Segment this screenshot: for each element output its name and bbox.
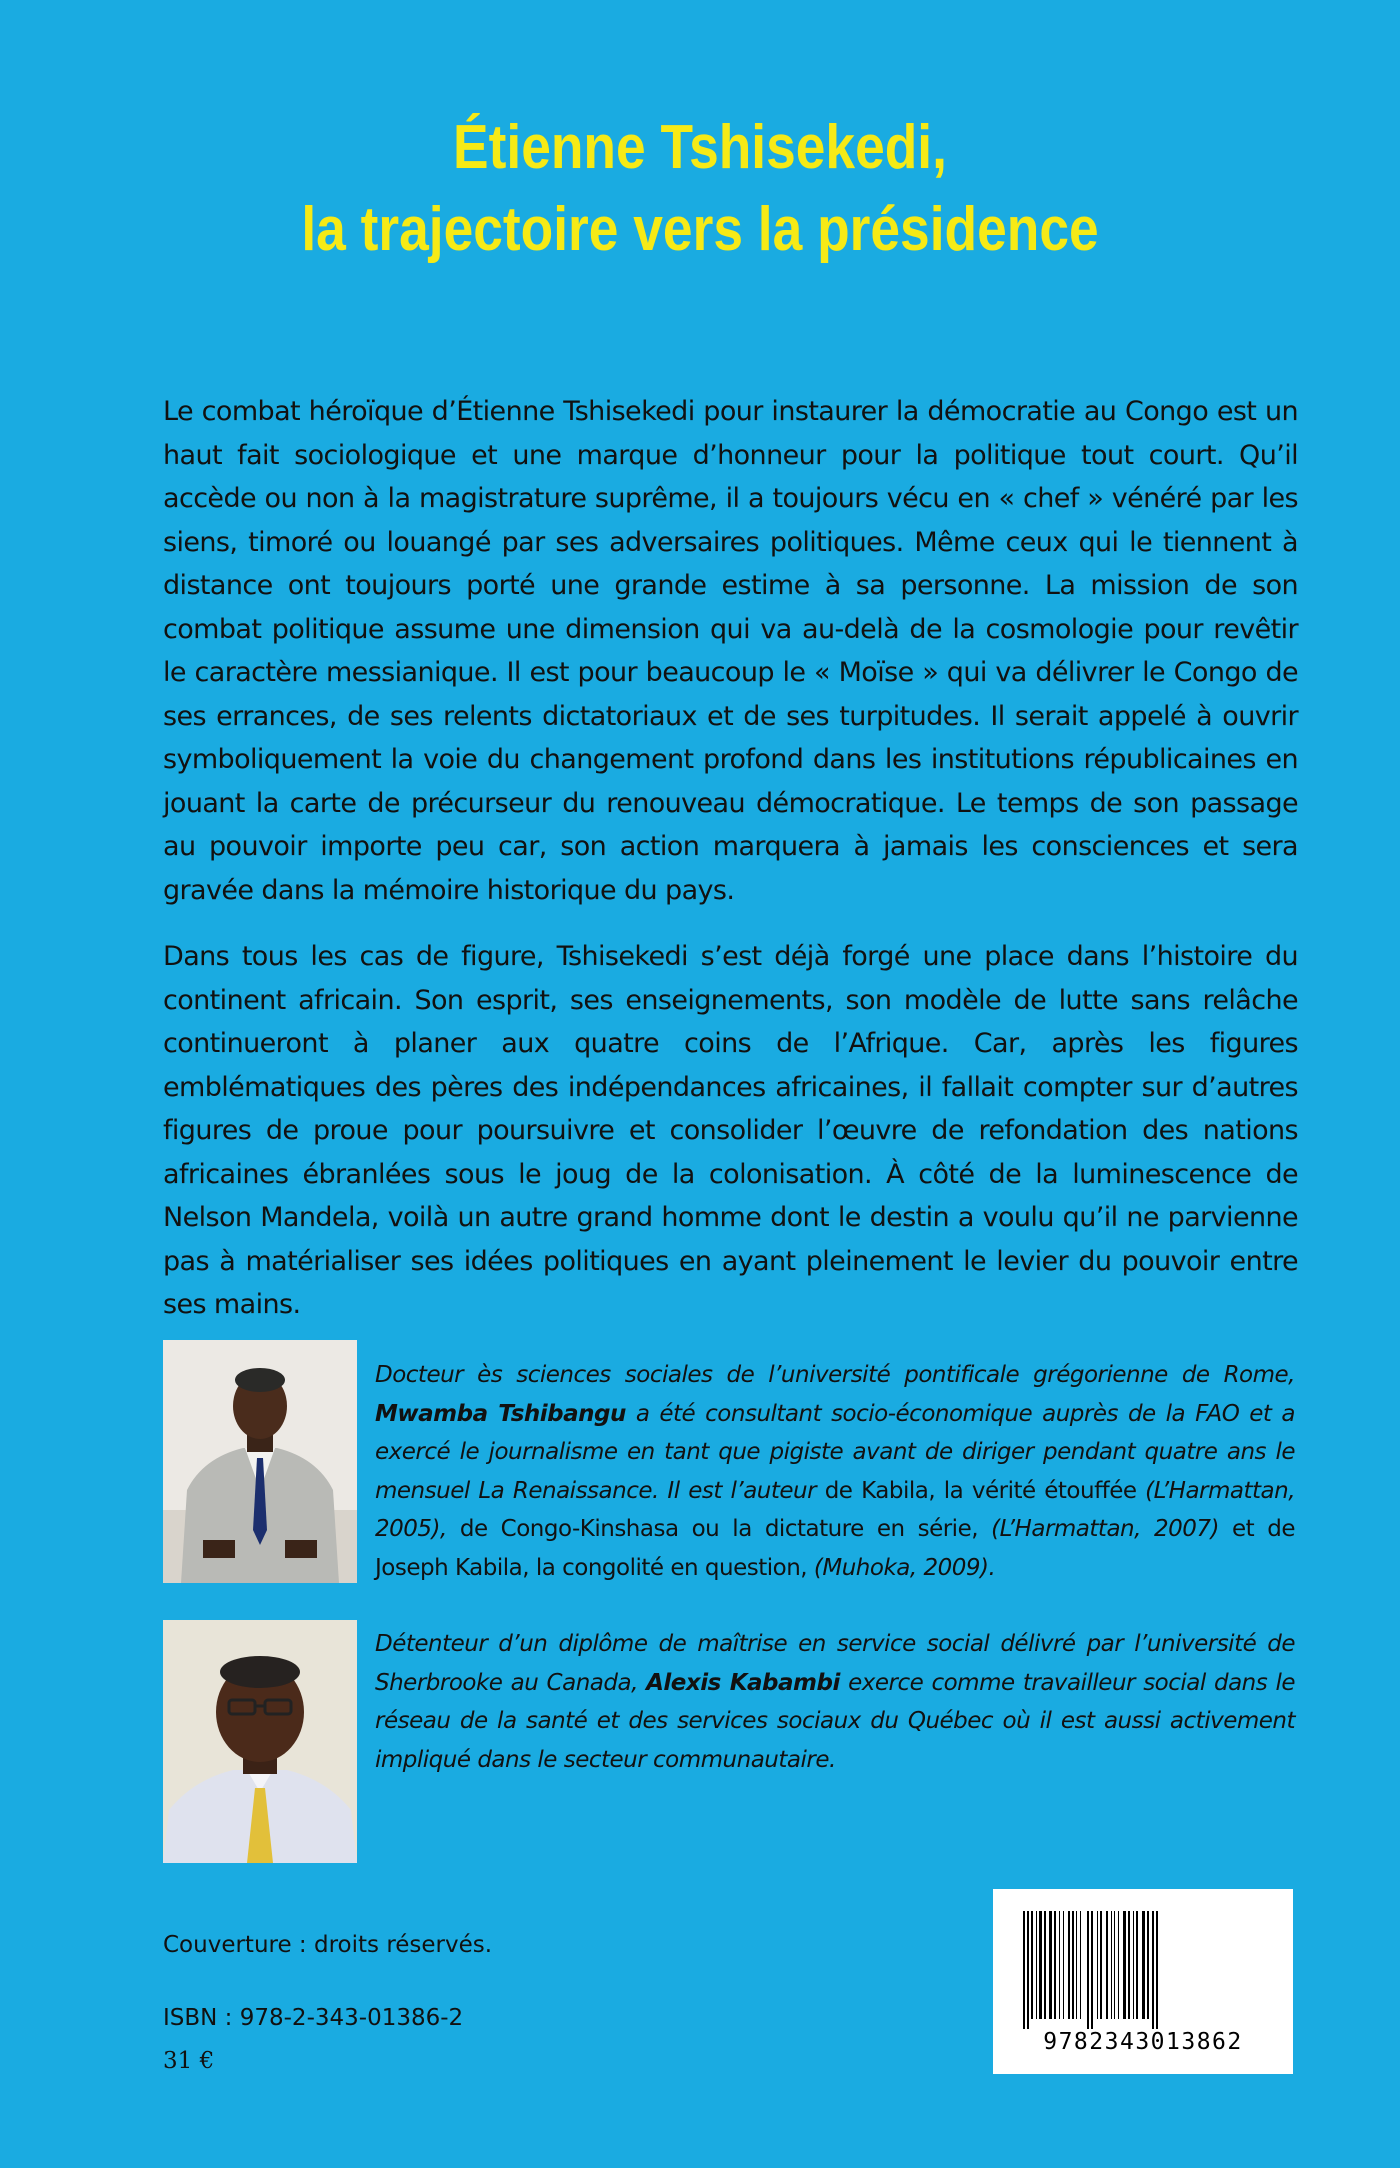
title-line-2: la trajectoire vers la présidence [301,195,1099,264]
barcode-bar [1068,1911,1070,2019]
barcode-bar [1049,1911,1052,2019]
barcode-bar [1136,1911,1138,2019]
barcode-bar [1063,1911,1064,2019]
barcode-bar [1087,1911,1089,2029]
isbn: ISBN : 978-2-343-01386-2 [163,2005,464,2031]
author-photo-alexis-kabambi [163,1620,357,1863]
barcode-bar [1118,1911,1119,2019]
barcode-number: 9782343013862 [1043,2029,1243,2055]
portrait-2-icon [163,1620,357,1863]
summary-paragraph-2: Dans tous les cas de figure, Tshisekedi s’est déjà forgé une place dans l’histoire du continent africain. Son esprit, ses enseignements, son modèle de lutte sans relâche continueront à planer aux quatre coins de l’Afrique. Car, après les figures emblématiques des pères des indépendances africaines, il fallait compter sur d’autres figures de proue pour poursuivre et consolider l’œuvre de refondation des nations africaines ébranlées sous le joug de la colonisation. À côté de la luminescence de Nelson Mandela, voilà un autre grand homme dont le destin a voulu qu’il ne parvienne pas à matérialiser ses idées politiques en ayant pleinement le levier du pouvoir entre ses mains. [163,941,1298,1320]
barcode-bar [1106,1911,1108,2019]
summary-paragraph-1: Le combat héroïque d’Étienne Tshisekedi pour instaurer la démocratie au Congo est un haut fait sociologique et une marque d’honneur pour la politique tout court. Qu’il accède ou non à la magistrature suprême, il a toujours vécu en « chef » vénéré par les siens, timoré ou louangé par ses adversaires politiques. Même ceux qui le tiennent à distance ont toujours porté une grande estime à sa personne. La mission de son combat politique assume une dimension qui va au-delà de la cosmologie pour revêtir le caractère messianique. Il est pour beaucoup le « Moïse » qui va délivrer le Congo de ses errances, de ses relents dictatoriaux et de ses turpitudes. Il serait appelé à ouvrir symboliquement la voie du changement profond dans les institutions républicaines en jouant la carte de précurseur du renouveau démocratique. Le temps de son passage au pouvoir importe peu car, son action marquera à jamais les consciences et sera gravée dans la mémoire historique du pays. [163,396,1298,906]
price: 31 € [163,2048,215,2074]
barcode-bars-icon [1023,1911,1263,2029]
barcode-bar [1091,1911,1093,2029]
barcode-bar [1156,1911,1158,2029]
book-title [98,108,1302,272]
barcode-bar [1147,1911,1149,2019]
barcode-bar [1152,1911,1154,2029]
barcode-bar [1111,1911,1112,2019]
barcode-bar [1036,1911,1037,2019]
portrait-1-icon [163,1340,357,1583]
barcode-bar [1059,1911,1060,2019]
barcode-bar [1080,1911,1081,2019]
barcode-bar [1023,1911,1025,2029]
barcode-bar [1039,1911,1042,2019]
barcode-bar [1123,1911,1126,2019]
cover-credits: Couverture : droits réservés. [163,1932,493,1958]
author-bio-1: Docteur ès sciences sociales de l’université pontificale grégorienne de Rome, Mwamba Tshibangu a été consultant socio-économique auprès de la FAO et a exercé le journalisme en tant que pigiste avant de diriger pendant quatre ans le mensuel La Renaissance. Il est l’auteur de Kabila, la vérité étouffée (L’Harmattan, 2005), de Congo-Kinshasa ou la dictature en série, (L’Harmattan, 2007) et de Joseph Kabila, la congolité en question, (Muhoka, 2009). [375,1362,1296,1581]
barcode-bar [1097,1911,1098,2019]
barcode-bar [1114,1911,1115,2019]
barcode-bar [1133,1911,1134,2019]
barcode [993,1889,1293,2074]
author-bio-2: Détenteur d’un diplôme de maîtrise en service social délivré par l’université de Sherbrooke au Canada, Alexis Kabambi exerce comme travailleur social dans le réseau de la santé et des services sociaux du Québec où il est aussi activement impliqué dans le secteur communautaire. [375,1631,1295,1773]
author-name-1: Mwamba Tshibangu [375,1400,626,1427]
barcode-bar [1128,1911,1130,2019]
barcode-bar [1027,1911,1029,2029]
barcode-bar [1142,1911,1145,2019]
barcode-bar [1072,1911,1074,2019]
author-photo-mwamba-tshibangu [163,1340,357,1583]
barcode-bar [1076,1911,1077,2019]
title-line-1: Étienne Tshisekedi, [453,113,947,182]
barcode-bar [1031,1911,1033,2019]
author-name-2: Alexis Kabambi [646,1669,840,1696]
barcode-bar [1044,1911,1046,2019]
barcode-bar [1100,1911,1102,2019]
barcode-bar [1054,1911,1056,2019]
